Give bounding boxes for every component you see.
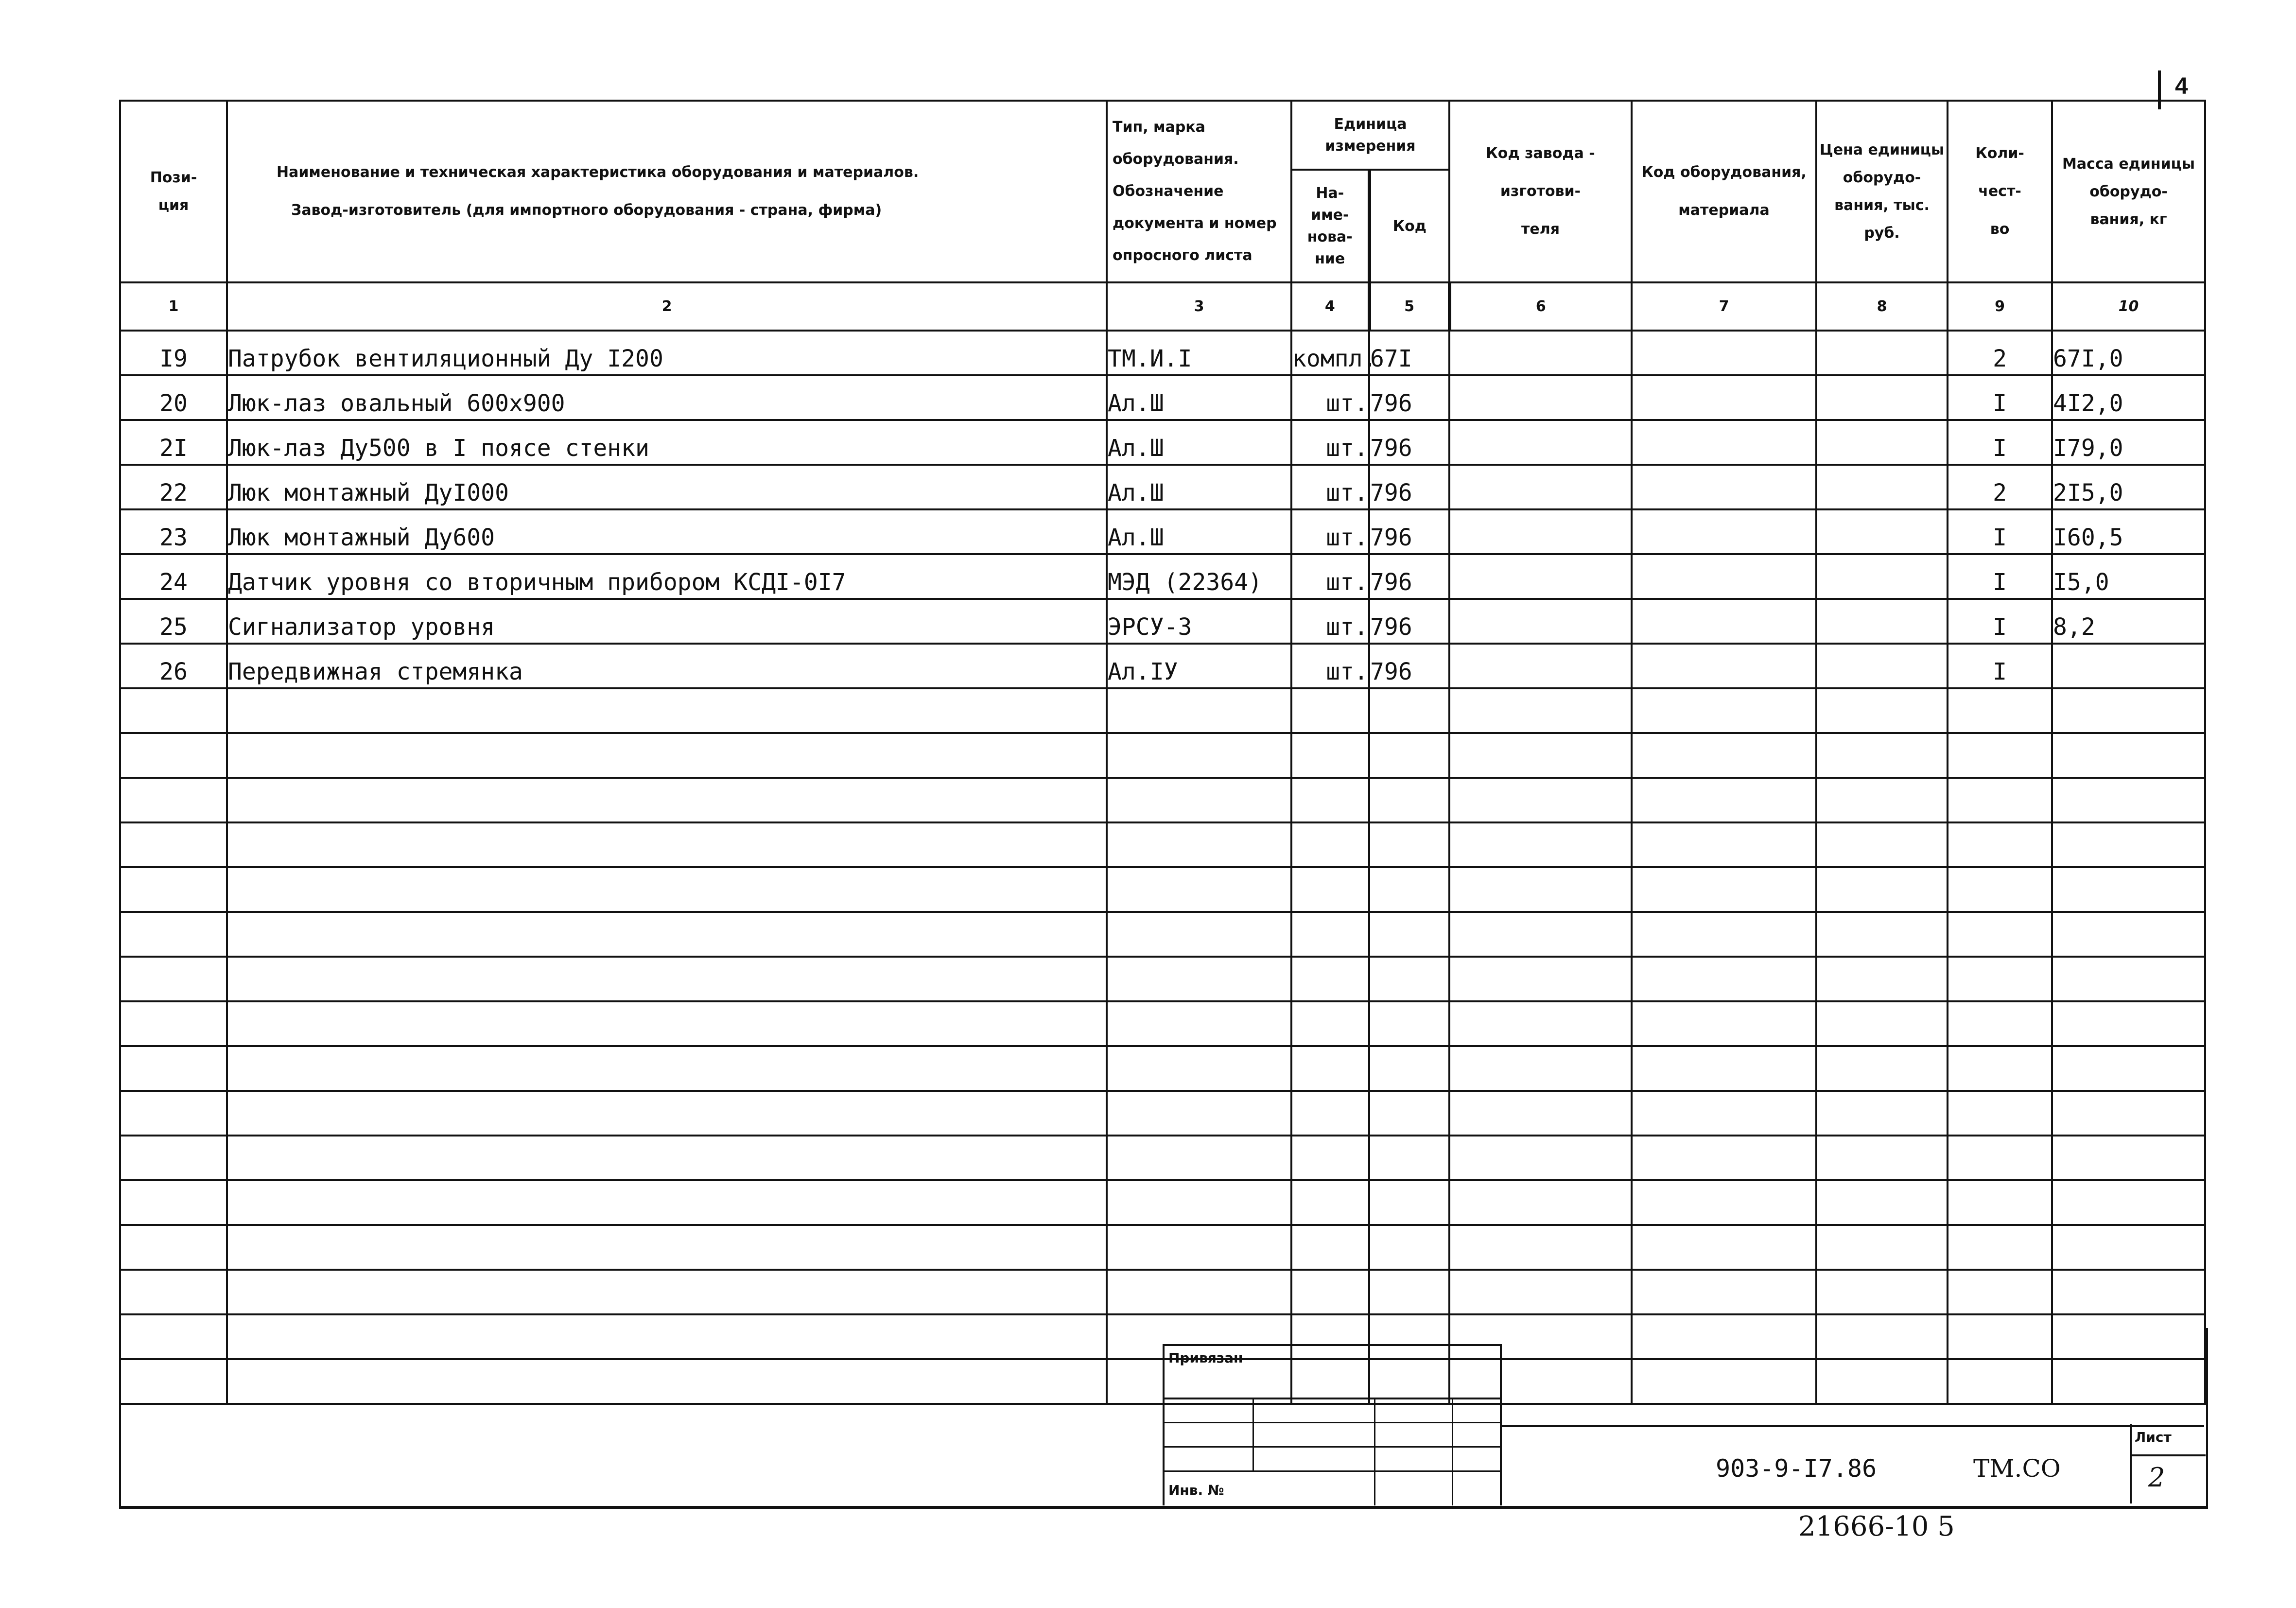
row-position: 2I	[120, 420, 227, 465]
empty-cell	[120, 733, 227, 778]
row-name: Люк монтажный Ду600	[227, 509, 1107, 554]
empty-cell	[2052, 1136, 2205, 1180]
colnum-8: 8	[1816, 282, 1948, 331]
row-name: Люк-лаз овальный 600х900	[227, 375, 1107, 420]
empty-cell	[1948, 1091, 2052, 1136]
row-mass: 8,2	[2052, 599, 2205, 644]
header-name-line2: Завод-изготовитель (для импортного оборудования - страна, фирма)	[291, 202, 882, 219]
empty-cell	[1291, 778, 1369, 822]
empty-cell	[1948, 778, 2052, 822]
empty-row	[120, 1001, 2205, 1046]
empty-cell	[1632, 1136, 1816, 1180]
empty-cell	[1449, 867, 1632, 912]
empty-cell	[1107, 867, 1291, 912]
empty-cell	[120, 1001, 227, 1046]
document-section: ТМ.СО	[1973, 1454, 2061, 1483]
empty-cell	[1632, 1001, 1816, 1046]
empty-cell	[1948, 1180, 2052, 1225]
table-row	[120, 375, 2205, 420]
header-name-line1: Наименование и техническая характеристика оборудования и материалов.	[277, 164, 919, 181]
title-divider	[1502, 1425, 2204, 1427]
empty-cell	[2052, 733, 2205, 778]
empty-cell	[1632, 778, 1816, 822]
empty-row	[120, 1136, 2205, 1180]
empty-cell	[227, 867, 1107, 912]
approval-stamp	[1163, 1344, 1502, 1505]
row-type: Ал.Ш	[1107, 465, 1291, 509]
empty-cell	[1107, 1270, 1291, 1314]
empty-row	[120, 1046, 2205, 1091]
row-position: 20	[120, 375, 227, 420]
colnum-6: 6	[1449, 282, 1632, 331]
row-name: Патрубок вентиляционный Ду I200	[227, 331, 1107, 375]
empty-cell	[1632, 1225, 1816, 1270]
row-factory-code	[1449, 465, 1632, 509]
empty-cell	[1369, 822, 1449, 867]
empty-row	[120, 1180, 2205, 1225]
empty-cell	[2052, 1001, 2205, 1046]
empty-cell	[120, 1180, 227, 1225]
empty-cell	[1107, 957, 1291, 1001]
header-quantity: Коли- чест- во	[1948, 101, 2052, 282]
row-price	[1816, 599, 1948, 644]
row-position: 26	[120, 644, 227, 688]
row-quantity: I	[1948, 420, 2052, 465]
row-position: 23	[120, 509, 227, 554]
document-code: 903-9-I7.86	[1716, 1454, 1877, 1483]
empty-cell	[1948, 912, 2052, 957]
empty-row	[120, 867, 2205, 912]
empty-cell	[1816, 1001, 1948, 1046]
row-price	[1816, 331, 1948, 375]
empty-cell	[1816, 957, 1948, 1001]
empty-cell	[227, 1225, 1107, 1270]
row-type: Ал.Ш	[1107, 420, 1291, 465]
empty-cell	[1449, 1046, 1632, 1091]
empty-cell	[1107, 1046, 1291, 1091]
row-unit-code: 796	[1369, 375, 1449, 420]
empty-cell	[1449, 778, 1632, 822]
attached-label: Привязан	[1168, 1350, 1243, 1366]
empty-cell	[1948, 733, 2052, 778]
table-row	[120, 509, 2205, 554]
row-unit-code: 796	[1369, 644, 1449, 688]
row-unit: шт.	[1291, 554, 1369, 599]
empty-cell	[1369, 778, 1449, 822]
row-factory-code	[1449, 420, 1632, 465]
row-quantity: I	[1948, 375, 2052, 420]
empty-cell	[120, 1270, 227, 1314]
row-factory-code	[1449, 509, 1632, 554]
empty-cell	[1948, 1046, 2052, 1091]
empty-cell	[1369, 1270, 1449, 1314]
row-quantity: I	[1948, 509, 2052, 554]
row-name: Датчик уровня со вторичным прибором КСДI-0I7	[227, 554, 1107, 599]
header-name	[227, 101, 1107, 282]
empty-cell	[1449, 1136, 1632, 1180]
row-name: Люк монтажный ДуI000	[227, 465, 1107, 509]
empty-cell	[1632, 1046, 1816, 1091]
empty-cell	[227, 688, 1107, 733]
empty-cell	[1107, 1091, 1291, 1136]
row-mass: I60,5	[2052, 509, 2205, 554]
empty-cell	[1449, 912, 1632, 957]
empty-cell	[1948, 957, 2052, 1001]
row-unit-code: 796	[1369, 509, 1449, 554]
empty-cell	[227, 1046, 1107, 1091]
empty-row	[120, 688, 2205, 733]
empty-cell	[120, 957, 227, 1001]
empty-cell	[227, 1091, 1107, 1136]
row-position: 25	[120, 599, 227, 644]
row-unit: шт.	[1291, 420, 1369, 465]
empty-cell	[1369, 1046, 1449, 1091]
empty-cell	[227, 1270, 1107, 1314]
empty-cell	[1816, 733, 1948, 778]
empty-cell	[1107, 1225, 1291, 1270]
empty-cell	[227, 1001, 1107, 1046]
row-type: Ал.IУ	[1107, 644, 1291, 688]
empty-cell	[1291, 1225, 1369, 1270]
empty-cell	[1369, 867, 1449, 912]
empty-cell	[1369, 688, 1449, 733]
table-row	[120, 554, 2205, 599]
row-unit: шт.	[1291, 465, 1369, 509]
table-row	[120, 331, 2205, 375]
row-mass: 2I5,0	[2052, 465, 2205, 509]
empty-cell	[1449, 1180, 1632, 1225]
empty-cell	[1291, 912, 1369, 957]
empty-cell	[1632, 957, 1816, 1001]
row-equipment-code	[1632, 644, 1816, 688]
empty-cell	[1291, 1180, 1369, 1225]
empty-cell	[1948, 1225, 2052, 1270]
empty-cell	[2052, 1225, 2205, 1270]
row-equipment-code	[1632, 331, 1816, 375]
row-name: Сигнализатор уровня	[227, 599, 1107, 644]
header-unit-name: На- име- нова- ние	[1291, 170, 1369, 282]
row-type: МЭД (22364)	[1107, 554, 1291, 599]
colnum-3: 3	[1107, 282, 1291, 331]
empty-cell	[2052, 912, 2205, 957]
empty-cell	[1107, 1001, 1291, 1046]
empty-cell	[1816, 688, 1948, 733]
row-equipment-code	[1632, 420, 1816, 465]
empty-cell	[2052, 778, 2205, 822]
empty-row	[120, 733, 2205, 778]
row-quantity: I	[1948, 644, 2052, 688]
empty-row	[120, 822, 2205, 867]
empty-cell	[1369, 957, 1449, 1001]
empty-cell	[1291, 1270, 1369, 1314]
empty-cell	[120, 688, 227, 733]
empty-cell	[1816, 1180, 1948, 1225]
colnum-5: 5	[1369, 282, 1449, 331]
empty-cell	[1369, 912, 1449, 957]
empty-cell	[120, 1046, 227, 1091]
row-unit-code: 796	[1369, 554, 1449, 599]
row-equipment-code	[1632, 509, 1816, 554]
header-type: Тип, марка оборудования. Обозначение документа и номер опросного листа	[1107, 101, 1291, 282]
row-factory-code	[1449, 599, 1632, 644]
empty-cell	[1449, 1225, 1632, 1270]
empty-cell	[120, 1091, 227, 1136]
empty-row	[120, 1091, 2205, 1136]
empty-cell	[1816, 912, 1948, 957]
empty-cell	[227, 1136, 1107, 1180]
empty-cell	[120, 778, 227, 822]
empty-cell	[1107, 1136, 1291, 1180]
empty-cell	[1107, 688, 1291, 733]
row-type: ТМ.И.I	[1107, 331, 1291, 375]
empty-cell	[1948, 867, 2052, 912]
empty-cell	[1369, 1136, 1449, 1180]
empty-cell	[1449, 1001, 1632, 1046]
empty-cell	[1632, 1091, 1816, 1136]
row-unit: шт.	[1291, 644, 1369, 688]
empty-cell	[1948, 822, 2052, 867]
empty-cell	[1449, 1270, 1632, 1314]
colnum-7: 7	[1632, 282, 1816, 331]
empty-cell	[2052, 1180, 2205, 1225]
row-price	[1816, 420, 1948, 465]
empty-cell	[1291, 1136, 1369, 1180]
empty-cell	[120, 1136, 227, 1180]
empty-cell	[1816, 1091, 1948, 1136]
empty-cell	[1449, 822, 1632, 867]
empty-cell	[227, 1180, 1107, 1225]
row-type: Ал.Ш	[1107, 375, 1291, 420]
row-price	[1816, 554, 1948, 599]
row-mass: 4I2,0	[2052, 375, 2205, 420]
empty-row	[120, 1270, 2205, 1314]
empty-cell	[1816, 867, 1948, 912]
empty-cell	[1632, 1180, 1816, 1225]
empty-cell	[2052, 1046, 2205, 1091]
colnum-10: 10	[2052, 282, 2205, 331]
empty-cell	[120, 912, 227, 957]
colnum-4: 4	[1291, 282, 1369, 331]
empty-cell	[120, 1225, 227, 1270]
empty-cell	[227, 778, 1107, 822]
empty-cell	[120, 822, 227, 867]
table-row	[120, 599, 2205, 644]
empty-cell	[227, 822, 1107, 867]
empty-cell	[1632, 867, 1816, 912]
row-unit-code: 67I	[1369, 331, 1449, 375]
row-position: 22	[120, 465, 227, 509]
row-quantity: I	[1948, 599, 2052, 644]
empty-cell	[1107, 822, 1291, 867]
header-unit-code: Код	[1369, 170, 1449, 282]
row-unit-code: 796	[1369, 420, 1449, 465]
table-row	[120, 644, 2205, 688]
row-type: Ал.Ш	[1107, 509, 1291, 554]
row-position: 24	[120, 554, 227, 599]
empty-cell	[1632, 822, 1816, 867]
empty-cell	[1291, 822, 1369, 867]
empty-row	[120, 957, 2205, 1001]
empty-cell	[1449, 733, 1632, 778]
empty-cell	[1291, 733, 1369, 778]
specification-body	[120, 331, 2205, 1404]
row-unit-code: 796	[1369, 465, 1449, 509]
empty-cell	[1632, 688, 1816, 733]
empty-cell	[1369, 1180, 1449, 1225]
empty-cell	[1369, 1225, 1449, 1270]
empty-cell	[227, 733, 1107, 778]
empty-cell	[2052, 957, 2205, 1001]
empty-cell	[1291, 1091, 1369, 1136]
row-mass	[2052, 644, 2205, 688]
row-equipment-code	[1632, 554, 1816, 599]
row-factory-code	[1449, 375, 1632, 420]
empty-cell	[1449, 1091, 1632, 1136]
colnum-2: 2	[227, 282, 1107, 331]
empty-cell	[1369, 1091, 1449, 1136]
row-mass: I5,0	[2052, 554, 2205, 599]
row-name: Передвижная стремянка	[227, 644, 1107, 688]
empty-cell	[1632, 912, 1816, 957]
row-position: I9	[120, 331, 227, 375]
empty-cell	[1948, 688, 2052, 733]
colnum-1: 1	[120, 282, 227, 331]
inventory-label: Инв. №	[1168, 1482, 1224, 1498]
empty-cell	[1107, 912, 1291, 957]
row-name: Люк-лаз Ду500 в I поясе стенки	[227, 420, 1107, 465]
empty-cell	[2052, 822, 2205, 867]
empty-cell	[1449, 957, 1632, 1001]
empty-cell	[1107, 778, 1291, 822]
specification-table	[119, 100, 2206, 1405]
empty-cell	[1291, 1046, 1369, 1091]
empty-cell	[1449, 688, 1632, 733]
sheet-value: 2	[2148, 1462, 2165, 1493]
empty-cell	[1816, 1136, 1948, 1180]
empty-cell	[1291, 867, 1369, 912]
row-factory-code	[1449, 644, 1632, 688]
empty-cell	[2052, 1091, 2205, 1136]
row-unit: шт.	[1291, 375, 1369, 420]
row-type: ЭРСУ-3	[1107, 599, 1291, 644]
empty-cell	[1948, 1136, 2052, 1180]
empty-cell	[1816, 778, 1948, 822]
sheet-marker: 4	[2175, 73, 2188, 99]
header-equipment-code: Код оборудования, материала	[1632, 101, 1816, 282]
empty-cell	[1107, 733, 1291, 778]
row-quantity: 2	[1948, 331, 2052, 375]
empty-cell	[2052, 867, 2205, 912]
table-row	[120, 465, 2205, 509]
table-row	[120, 420, 2205, 465]
row-quantity: 2	[1948, 465, 2052, 509]
empty-cell	[1291, 1001, 1369, 1046]
header-mass: Масса единицы оборудо- вания, кг	[2052, 101, 2205, 282]
inventory-number: 21666-10 5	[1798, 1511, 1955, 1542]
row-price	[1816, 509, 1948, 554]
header-position: Пози- ция	[120, 101, 227, 282]
row-price	[1816, 465, 1948, 509]
empty-cell	[1291, 688, 1369, 733]
row-unit-code: 796	[1369, 599, 1449, 644]
empty-cell	[1107, 1180, 1291, 1225]
empty-cell	[227, 957, 1107, 1001]
empty-cell	[1816, 1046, 1948, 1091]
empty-cell	[1632, 1270, 1816, 1314]
empty-cell	[1291, 957, 1369, 1001]
empty-cell	[1816, 822, 1948, 867]
row-mass: I79,0	[2052, 420, 2205, 465]
row-equipment-code	[1632, 599, 1816, 644]
empty-cell	[1632, 733, 1816, 778]
empty-cell	[2052, 1270, 2205, 1314]
row-factory-code	[1449, 331, 1632, 375]
empty-row	[120, 778, 2205, 822]
row-unit: шт.	[1291, 509, 1369, 554]
empty-cell	[1948, 1270, 2052, 1314]
row-mass: 67I,0	[2052, 331, 2205, 375]
empty-cell	[1369, 1001, 1449, 1046]
empty-cell	[1816, 1225, 1948, 1270]
row-price	[1816, 375, 1948, 420]
empty-cell	[1948, 1001, 2052, 1046]
empty-cell	[227, 912, 1107, 957]
header-price: Цена единицы оборудо- вания, тыс. руб.	[1816, 101, 1948, 282]
row-quantity: I	[1948, 554, 2052, 599]
row-factory-code	[1449, 554, 1632, 599]
empty-cell	[1369, 733, 1449, 778]
empty-row	[120, 1225, 2205, 1270]
empty-cell	[120, 867, 227, 912]
sheet-label: Лист	[2135, 1429, 2172, 1445]
header-unit-group: Единица измерения	[1291, 101, 1449, 170]
header-factory-code: Код завода - изготови- теля	[1449, 101, 1632, 282]
row-unit: компл.	[1291, 331, 1369, 375]
empty-cell	[1816, 1270, 1948, 1314]
row-equipment-code	[1632, 465, 1816, 509]
colnum-9: 9	[1948, 282, 2052, 331]
empty-row	[120, 912, 2205, 957]
row-unit: шт.	[1291, 599, 1369, 644]
row-equipment-code	[1632, 375, 1816, 420]
row-price	[1816, 644, 1948, 688]
empty-cell	[2052, 688, 2205, 733]
